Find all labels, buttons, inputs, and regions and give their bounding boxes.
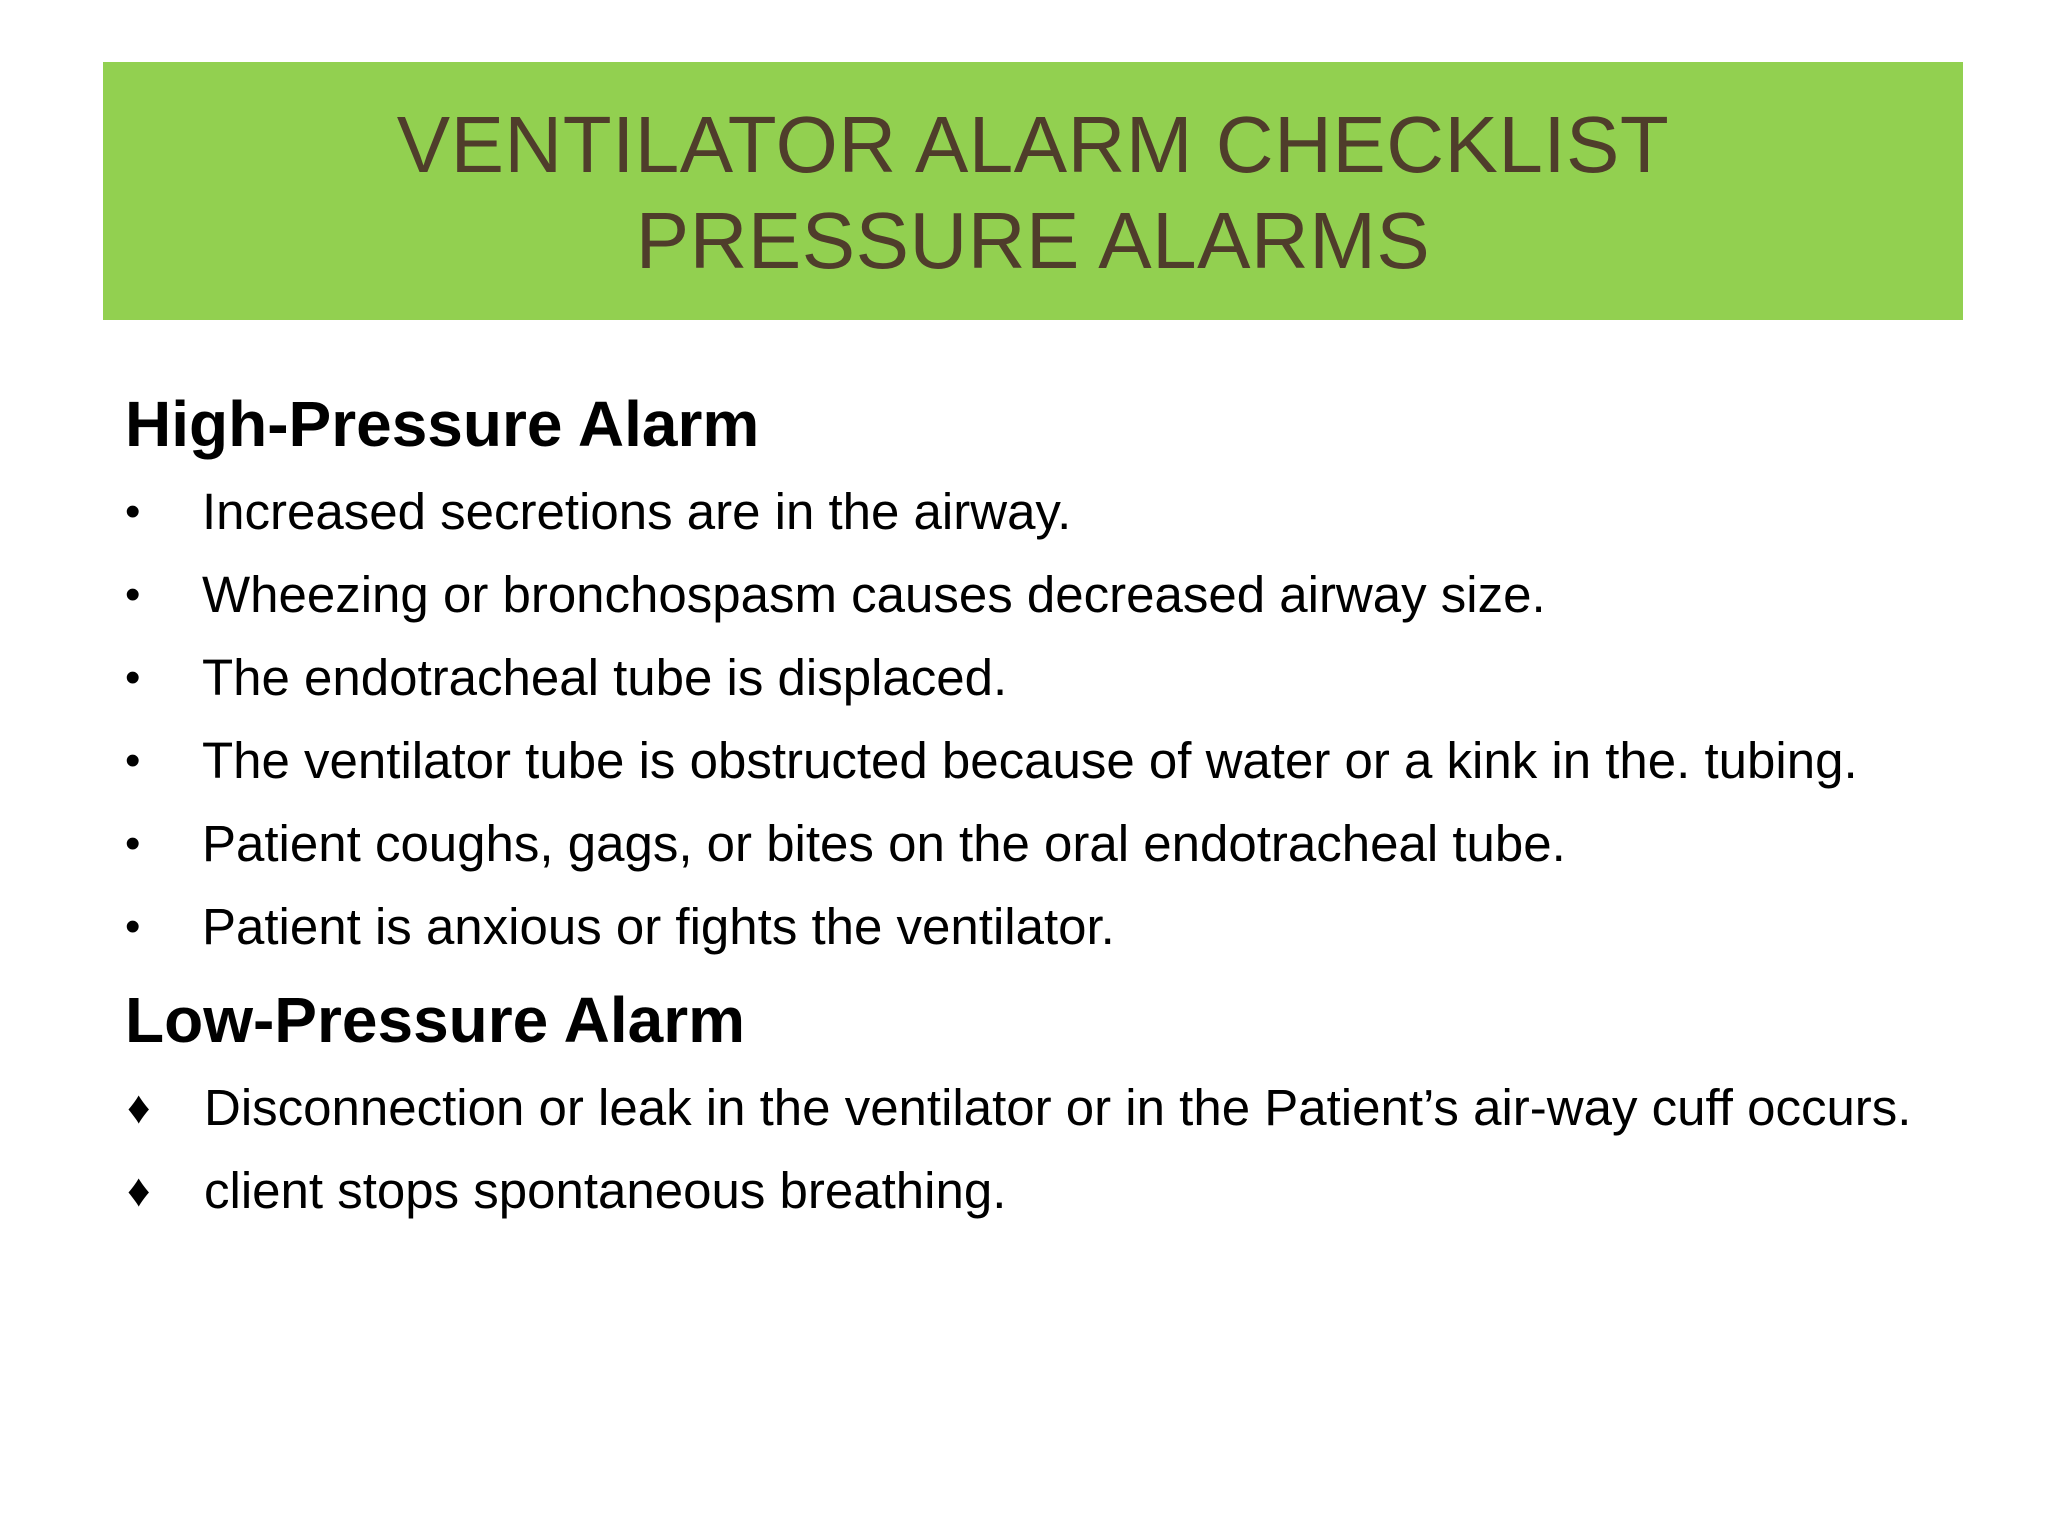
list-item-text: Patient is anxious or fights the ventilator.: [202, 898, 1115, 955]
list-item: [125, 1066, 1965, 1149]
diamond-bullet-icon: ♦: [127, 1081, 151, 1133]
list-item: [125, 885, 1965, 968]
list-item-text: Wheezing or bronchospasm causes decreased airway size.: [202, 566, 1546, 623]
slide-content: [125, 378, 1965, 1232]
list-item: [125, 1149, 1965, 1232]
bullet-dot-icon: •: [125, 819, 141, 868]
list-item-text: Patient coughs, gags, or bites on the oral endotracheal tube.: [202, 815, 1566, 872]
high-pressure-heading: High-Pressure Alarm: [125, 388, 760, 460]
title-banner: [103, 62, 1963, 320]
bullet-dot-icon: •: [125, 653, 141, 702]
list-item: [125, 802, 1965, 885]
low-pressure-heading: Low-Pressure Alarm: [125, 984, 746, 1056]
low-pressure-list: [125, 1066, 1965, 1232]
bullet-dot-icon: •: [125, 570, 141, 619]
diamond-bullet-icon: ♦: [127, 1164, 151, 1216]
bullet-dot-icon: •: [125, 736, 141, 785]
list-item-text: The endotracheal tube is displaced.: [202, 649, 1008, 706]
slide-title-line-1: VENTILATOR ALARM CHECKLIST: [396, 100, 1670, 189]
list-item: [125, 636, 1965, 719]
bullet-dot-icon: •: [125, 902, 141, 951]
high-pressure-list: [125, 470, 1965, 968]
list-item-text: Increased secretions are in the airway.: [202, 483, 1072, 540]
list-item: [125, 553, 1965, 636]
list-item: [125, 470, 1965, 553]
slide-title-line-2: PRESSURE ALARMS: [635, 196, 1431, 285]
bullet-dot-icon: •: [125, 487, 141, 536]
list-item-text: Disconnection or leak in the ventilator or in the Patient’s air-way cuff occurs.: [204, 1079, 1912, 1136]
list-item-text: client stops spontaneous breathing.: [204, 1162, 1007, 1219]
list-item: [125, 719, 1965, 802]
list-item-text: The ventilator tube is obstructed because of water or a kink in the. tubing.: [202, 732, 1858, 789]
